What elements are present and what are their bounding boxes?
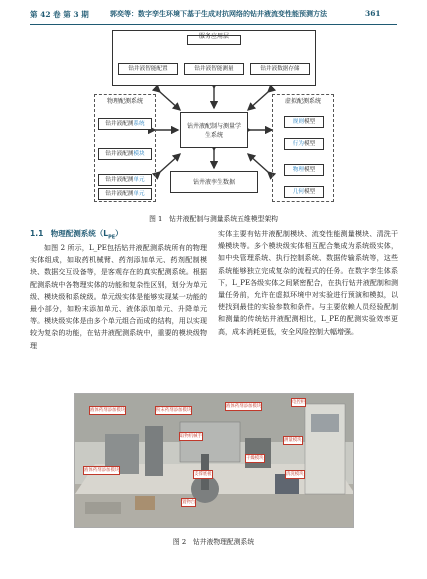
label-liquid-module-2: 液体药剂添加模块 [226, 404, 262, 409]
figure-1-architecture [92, 30, 335, 208]
service-layer-box [112, 30, 316, 86]
physical-item-accent: 单元 [133, 191, 145, 197]
service-layer-title-frame [187, 35, 241, 45]
virtual-item-label: 模型 [304, 167, 316, 173]
virtual-item-physical [284, 164, 324, 176]
virtual-item-accent: 几何 [292, 189, 304, 195]
label-stand-table: 置物台 [182, 500, 196, 505]
virtual-item-accent: 行为 [292, 141, 304, 147]
service-layer-title: 服务应用层 [198, 33, 229, 40]
paragraph-left: 如图 2 所示，L_PE包括钻井液配测系统所有的物理实体组成，如取药机械臂、药剂添加单元、药剂配制模块、数据交互设备等，是客观存在的真实配测系统。根据配测系统中各物理实体的功能和复杂性区别，划分为单元级、模块级和系统级。单元级实体是能够实现某一功能的最小部分，如粉末添加单元、液体添加单元、升降单元等。模块级实体是由多个单元组合而成的结构，用以实现较为复杂的功能，在钻井液配测系统中，重要的模块级物理 [30, 244, 207, 350]
physical-item-label: 钻井液配测 [105, 121, 134, 127]
physical-item-unit-2 [98, 188, 152, 200]
label-liquid-module-1: 液体药剂添加模块 [90, 408, 126, 413]
label-control-cabinet: 电控柜 [292, 400, 306, 405]
physical-item-label: 钻井液配测 [105, 191, 134, 197]
physical-item-accent: 模块 [133, 151, 145, 157]
section-heading [30, 228, 123, 241]
paragraph-right: 实体主要有钻井液配制模块、流变性能测量模块、清洗干燥模块等。多个模块级实体相互配合集成为系统级实体，如中央管理系统、执行控制系统、数据传输系统等，这些系统能够独立完成复杂的流程式的任务。在数字孪生体系下，L_PE各级实体之间紧密配合，在执行钻井液配制和测量任务前，允许在虚拟环境中对实验进行预演和模拟，以使找到最佳的实验参数和条件。与主要依赖人员经验配制和测量的传统钻井液配测相比，L_PE的配测实验效率更高，成本消耗更低，安全风险控制大幅增强。 [218, 230, 398, 336]
section-heading-text: 1.1 物理配测系统（L [30, 229, 109, 238]
service-data-storage: 钻井液数据存储 [250, 63, 310, 75]
twin-data-box: 钻井液孪生数据 [170, 171, 258, 193]
virtual-item-accent: 物理 [292, 167, 304, 173]
physical-item-module [98, 148, 152, 160]
virtual-item-label: 模型 [304, 119, 316, 125]
physical-item-system [98, 118, 152, 130]
physical-item-unit [98, 174, 152, 186]
section-heading-subscript: PE [108, 234, 116, 241]
running-title: 郭奕等：数字孪生环境下基于生成对抗网络的钻井液流变性能预测方法 [110, 9, 327, 18]
physical-system-title: 物理配测系统 [106, 98, 143, 105]
virtual-item-accent: 规则 [292, 119, 304, 125]
header-rule [30, 24, 397, 25]
physical-item-accent: 系统 [133, 121, 145, 127]
label-liquid-module-3: 液体药剂添加模块 [84, 468, 120, 473]
label-measure-module: 测量模块 [284, 438, 302, 443]
service-smart-config: 钻井液智能配置 [118, 63, 178, 75]
center-system-box: 钻井液配制与测量学生系统 [180, 112, 248, 148]
physical-item-label: 钻井液配测 [105, 177, 134, 183]
label-dry-module: 干燥模块 [246, 456, 264, 461]
virtual-item-rule [284, 116, 324, 128]
figure-1-caption: 图 1 钻井液配制与测量系统五维模型架构 [149, 215, 278, 223]
physical-item-accent: 单元 [133, 177, 145, 183]
virtual-system-title: 虚拟配测系统 [284, 98, 321, 105]
section-heading-end: ） [115, 229, 123, 238]
virtual-item-geometry [284, 186, 324, 198]
label-clean-module: 清洗模块 [286, 472, 304, 477]
label-support-base: 支撑底板 [194, 472, 212, 477]
page-number: 361 [365, 9, 381, 18]
virtual-item-behavior [284, 138, 324, 150]
virtual-item-label: 模型 [304, 189, 316, 195]
figure-2-caption: 图 2 钻井液物理配测系统 [172, 538, 255, 546]
virtual-item-label: 模型 [304, 141, 316, 147]
label-robot-arm: 取物机械手 [180, 434, 202, 439]
label-powder-module: 粉末药剂添加模块 [156, 408, 192, 413]
journal-volume: 第 42 卷 第 3 期 [30, 10, 89, 19]
service-smart-measure: 钻井液智能测量 [184, 63, 244, 75]
running-header [0, 0, 427, 28]
physical-item-label: 钻井液配测 [105, 151, 134, 157]
figure-2-photo [74, 393, 354, 528]
